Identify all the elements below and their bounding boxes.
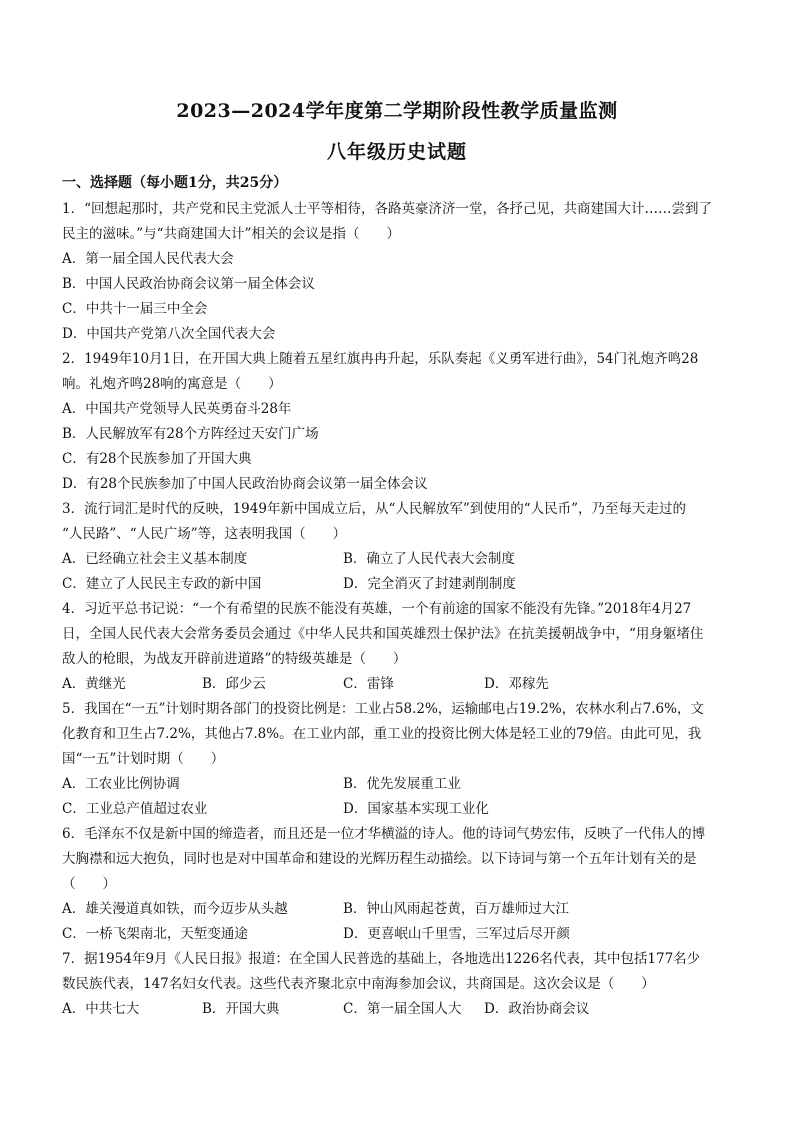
q7-option-b: B．开国大典	[202, 1001, 280, 1017]
q5-stem-line-3: 国“一五”计划时期（ ）	[62, 751, 225, 767]
q5-option-d: D．国家基本实现工业化	[343, 801, 489, 817]
q2-option-d: D．有28个民族参加了中国人民政治协商会议第一届全体会议	[62, 476, 428, 492]
q6-stem-line-3: （ ）	[62, 876, 116, 892]
q2-option-c: C．有28个民族参加了开国大典	[62, 451, 252, 467]
q6-option-a: A．雄关漫道真如铁，而今迈步从头越	[62, 901, 288, 917]
q7-stem-line-1: 7．据1954年9月《人民日报》报道：在全国人民普选的基础上，各地选出1226名代表，其中包括177名少	[62, 951, 701, 967]
q3-stem-line-1: 3．流行词汇是时代的反映，1949年新中国成立后，从“人民解放军”到使用的“人民币”，乃至每天走过的	[62, 501, 687, 517]
q1-option-b: B．中国人民政治协商会议第一届全体会议	[62, 276, 315, 292]
q4-stem-line-1: 4．习近平总书记说：“一个有希望的民族不能没有英雄，一个有前途的国家不能没有先锋。”2018年4月27	[62, 601, 692, 617]
q1-option-a: A．第一届全国人民代表大会	[62, 251, 234, 267]
q4-option-c: C．雷锋	[343, 676, 394, 692]
q3-stem-line-2: “人民路”、“人民广场”等，这表明我国（ ）	[62, 526, 347, 542]
q1-option-d: D．中国共产党第八次全国代表大会	[62, 326, 276, 342]
q6-stem-line-1: 6．毛泽东不仅是新中国的缔造者，而且还是一位才华横溢的诗人。他的诗词气势宏伟，反映了一代伟人的博	[62, 826, 706, 842]
q2-stem-line-1: 2．1949年10月1日，在开国大典上随着五星红旗冉冉升起，乐队奏起《义勇军进行曲》，54门礼炮齐鸣28	[62, 351, 699, 367]
q3-option-b: B．确立了人民代表大会制度	[343, 551, 515, 567]
q1-stem-line-1: 1．“回想起那时，共产党和民主党派人士平等相待，各路英豪济济一堂，各抒己见，共商建国大计……尝到了	[62, 201, 712, 217]
exam-title: 2023—2024学年度第二学期阶段性教学质量监测	[176, 100, 618, 122]
exam-subtitle: 八年级历史试题	[326, 141, 467, 163]
q3-option-a: A．已经确立社会主义基本制度	[62, 551, 248, 567]
q4-stem-line-2: 日，全国人民代表大会常务委员会通过《中华人民共和国英雄烈士保护法》在抗美援朝战争中，“用身躯堵住	[62, 626, 704, 642]
q3-option-c: C．建立了人民民主专政的新中国	[62, 576, 262, 592]
q1-stem-line-2: 民主的滋味。”与“共商建国大计”相关的会议是指（ ）	[62, 226, 400, 242]
q2-option-a: A．中国共产党领导人民英勇奋斗28年	[62, 401, 292, 417]
q4-option-b: B．邱少云	[202, 676, 266, 692]
q2-stem-line-2: 响。礼炮齐鸣28响的寓意是（ ）	[62, 376, 282, 392]
q2-option-b: B．人民解放军有28个方阵经过天安门广场	[62, 426, 319, 442]
q6-option-d: D．更喜岷山千里雪，三军过后尽开颜	[343, 926, 570, 942]
q6-stem-line-2: 大胸襟和远大抱负，同时也是对中国革命和建设的光辉历程生动描绘。以下诗词与第一个五年计划有关的是	[62, 851, 697, 867]
q5-option-c: C．工业总产值超过农业	[62, 801, 208, 817]
q5-option-b: B．优先发展重工业	[343, 776, 461, 792]
q3-option-d: D．完全消灭了封建剥削制度	[343, 576, 516, 592]
q7-option-c: C．第一届全国人大	[343, 1001, 462, 1017]
q5-option-a: A．工农业比例协调	[62, 776, 180, 792]
q5-stem-line-2: 化教育和卫生占7.2%，其他占7.8%。在工业内部，重工业的投资比例大体是轻工业的79倍。由此可见，我	[62, 726, 702, 742]
q6-option-b: B．钟山风雨起苍黄，百万雄师过大江	[343, 901, 569, 917]
q7-option-d: D．政治协商会议	[484, 1001, 590, 1017]
q5-stem-line-1: 5．我国在“一五”计划时期各部门的投资比例是：工业占58.2%，运输邮电占19.2%，农林水利占7.6%，文	[62, 701, 704, 717]
q7-stem-line-2: 数民族代表，147名妇女代表。这些代表齐聚北京中南海参加会议，共商国是。这次会议是（ ）	[62, 976, 655, 992]
q7-option-a: A．中共七大	[62, 1001, 140, 1017]
q1-option-c: C．中共十一届三中全会	[62, 301, 208, 317]
q6-option-c: C．一桥飞架南北，天堑变通途	[62, 926, 248, 942]
q4-option-a: A．黄继光	[62, 676, 126, 692]
q4-stem-line-3: 敌人的枪眼，为战友开辟前进道路”的特级英雄是（ ）	[62, 651, 407, 667]
q4-option-d: D．邓稼先	[484, 676, 549, 692]
section-heading: 一、选择题（每小题1分，共25分）	[62, 175, 288, 191]
